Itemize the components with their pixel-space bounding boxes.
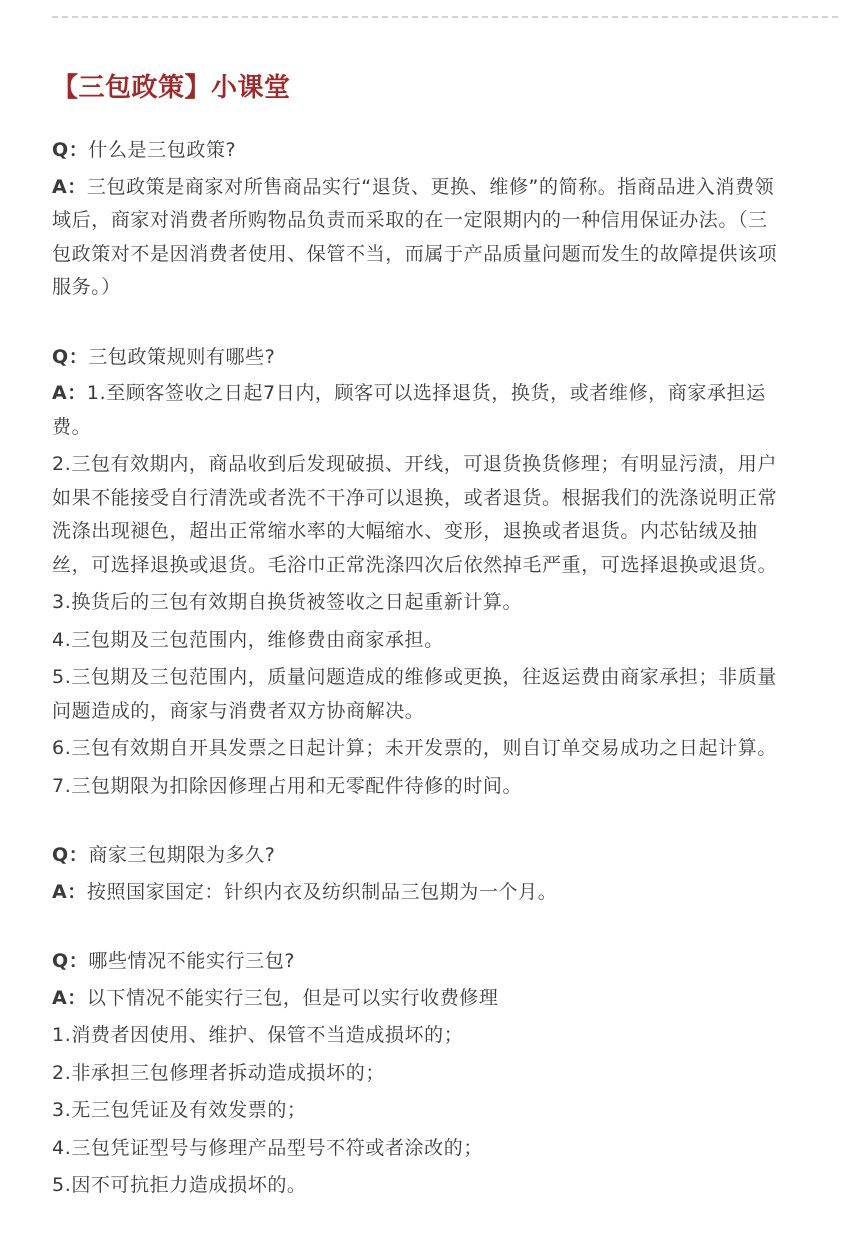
question <box>52 341 787 375</box>
page-title: 【三包政策】小课堂 <box>52 73 291 103</box>
question-text: 哪些情况不能实行三包? <box>88 950 296 972</box>
list-item: 6.三包有效期自开具发票之日起计算；未开发票的，则自订单交易成功之日起计算。 <box>52 737 777 759</box>
list-item: 7.三包期限为扣除因修理占用和无零配件待修的时间。 <box>52 774 523 797</box>
list-item: 4.三包凭证型号与修理产品型号不符或者涂改的； <box>52 1136 483 1159</box>
question <box>52 134 787 168</box>
dashed-divider <box>52 16 838 18</box>
qa-block-what-is-policy <box>52 134 787 305</box>
question-text: 商家三包期限为多久? <box>88 844 276 866</box>
question-prefix: Q： <box>52 139 89 161</box>
policy-content <box>52 66 787 1239</box>
qa-block-policy-period <box>52 839 787 909</box>
answer <box>52 171 787 305</box>
answer-prefix: A： <box>52 175 87 198</box>
question-text: 三包政策规则有哪些? <box>88 345 276 368</box>
list-item: 2.三包有效期内，商品收到后发现破损、开线，可退货换货修理；有明显污渍，用户如果不能接受自行清洗或者洗不干净可以退换，或者退货。根据我们的洗涤说明正常洗涤出现褪色，超出正常缩水率的大幅缩水、变形，退换或者退货。内芯钻绒及抽丝，可选择退换或退货。毛浴巾正常洗涤四次后依然掉毛严重，可选择退换或退货。 <box>52 453 778 576</box>
answer-text: 1.至顾客签收之日起7日内，顾客可以选择退货，换货，或者维修，商家承担运费。 <box>52 382 766 438</box>
question-text: 什么是三包政策? <box>88 139 237 161</box>
question-prefix: Q： <box>52 345 89 368</box>
answer-prefix: A： <box>52 382 87 404</box>
answer-text: 以下情况不能实行三包，但是可以实行收费修理 <box>86 986 499 1009</box>
qa-block-exclusions <box>52 945 787 1203</box>
answer-text: 按照国家国定：针织内衣及纺织制品三包期为一个月。 <box>86 880 558 903</box>
question <box>52 839 787 873</box>
list-item: 4.三包期及三包范围内，维修费由商家承担。 <box>52 628 444 651</box>
answer <box>52 876 787 910</box>
question-prefix: Q： <box>52 950 89 972</box>
answer-prefix: A： <box>52 986 87 1009</box>
list-item: 1.消费者因使用、维护、保管不当造成损坏的； <box>52 1024 464 1046</box>
question <box>52 945 787 979</box>
list-item: 2.非承担三包修理者拆动造成损坏的； <box>52 1061 385 1084</box>
answer <box>52 982 787 1016</box>
question-prefix: Q： <box>52 844 89 866</box>
list-item: 3.换货后的三包有效期自换货被签收之日起重新计算。 <box>52 591 523 613</box>
qa-block-policy-rules <box>52 341 787 804</box>
answer-prefix: A： <box>52 880 87 903</box>
answer <box>52 377 787 444</box>
list-item: 3.无三包凭证及有效发票的； <box>52 1099 307 1121</box>
list-item: 5.三包期及三包范围内，质量问题造成的维修或更换，往返运费由商家承担；非质量问题造成的，商家与消费者双方协商解决。 <box>52 666 777 722</box>
list-item: 5.因不可抗拒力造成损坏的。 <box>52 1174 307 1196</box>
answer-text: 三包政策是商家对所售商品实行“退货、更换、维修”的简称。指商品进入消费领域后，商家对消费者所购物品负责而采取的在一定限期内的一种信用保证办法。（三包政策对不是因消费者使用、保管不当，而属于产品质量问题而发生的故障提供该项服务。） <box>52 175 778 298</box>
